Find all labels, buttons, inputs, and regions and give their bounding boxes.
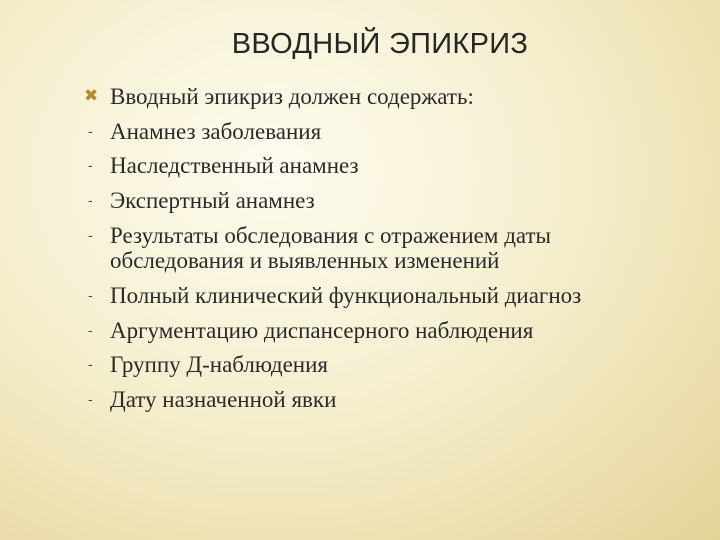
list-item-text: Аргументацию диспансерного наблюдения: [110, 317, 534, 343]
x-mark-icon: ✖: [84, 86, 99, 106]
dash-marker: -: [88, 194, 93, 210]
list-item-text: Вводный эпикриз должен содержать:: [110, 84, 474, 109]
list-item: [70, 119, 690, 145]
list-item: [70, 188, 690, 214]
list-item: [70, 283, 690, 309]
list-item: [70, 84, 690, 110]
list-item: [70, 223, 690, 274]
list-item-text: Анамнез заболевания: [110, 118, 322, 144]
dash-marker: -: [88, 159, 93, 175]
dash-marker: -: [88, 358, 93, 374]
dash-marker: -: [88, 323, 93, 339]
list-item: [70, 153, 690, 179]
list-item-text: Группу Д-наблюдения: [110, 352, 329, 378]
list-item-text: Наследственный анамнез: [110, 153, 359, 179]
slide-title: ВВОДНЫЙ ЭПИКРИЗ: [231, 28, 529, 60]
list-item: [70, 352, 690, 378]
dash-marker: -: [88, 288, 93, 304]
list-item-text: Дату назначенной явки: [110, 387, 337, 412]
dash-marker: -: [88, 124, 93, 140]
bullet-list: [70, 84, 690, 422]
list-item-text: Результаты обследования с отражением даты обследования и выявленных изменений: [110, 222, 552, 274]
list-item-text: Полный клинический функциональный диагноз: [110, 282, 582, 308]
list-item: [70, 318, 690, 344]
list-item-text: Экспертный анамнез: [110, 188, 315, 214]
dash-marker: -: [88, 228, 93, 244]
dash-marker: -: [88, 393, 93, 408]
list-item: [70, 387, 690, 413]
